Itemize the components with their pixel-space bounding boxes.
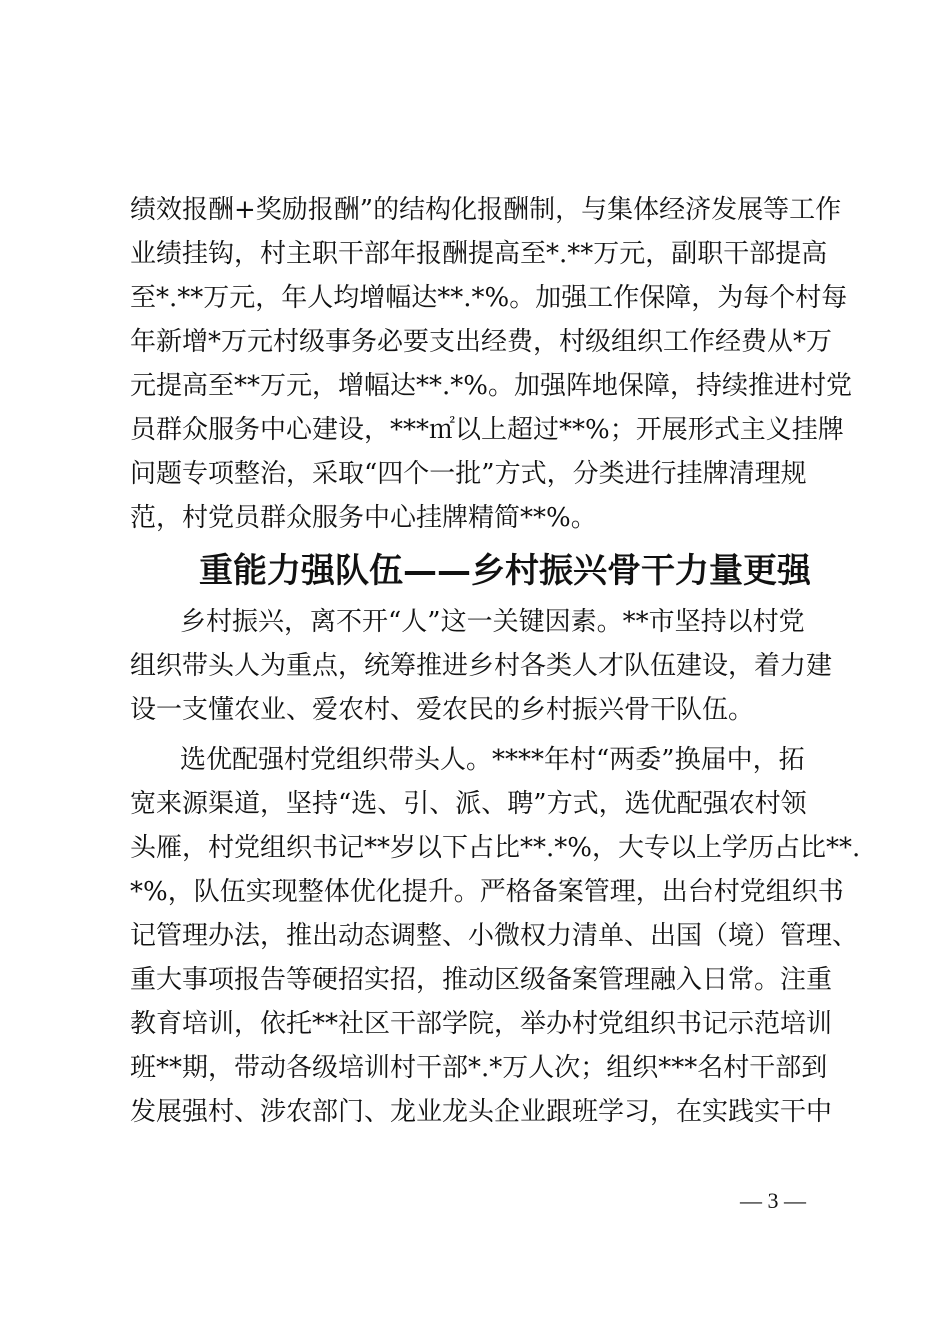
paragraph-1-line-2: 业绩挂钩，村主职干部年报酬提高至*.**万元，副职干部提高 (130, 239, 828, 269)
page-number: — 3 — (740, 1188, 806, 1213)
paragraph-2-line-2: 组织带头人为重点，统筹推进乡村各类人才队伍建设，着力建 (130, 651, 833, 681)
paragraph-3-line-7: 教育培训，依托**社区干部学院，举办村党组织书记示范培训 (130, 1009, 833, 1039)
paragraph-3-line-2: 宽来源渠道，坚持“选、引、派、聘”方式，选优配强农村领 (130, 789, 807, 819)
paragraph-3-line-9: 发展强村、涉农部门、龙业龙头企业跟班学习，在实践实干中 (130, 1097, 833, 1127)
paragraph-3-line-5: 记管理办法，推出动态调整、小微权力清单、出国（境）管理、 (130, 921, 859, 951)
paragraph-3-line-4: *%，队伍实现整体优化提升。严格备案管理，出台村党组织书 (130, 877, 844, 907)
paragraph-3-line-3: 头雁，村党组织书记**岁以下占比**.*%，大专以上学历占比**. (130, 833, 861, 863)
paragraph-1-line-1: 绩效报酬+奖励报酬”的结构化报酬制，与集体经济发展等工作 (130, 195, 842, 225)
paragraph-3-line-1: 选优配强村党组织带头人。****年村“两委”换届中，拓 (180, 745, 805, 775)
paragraph-2-line-1: 乡村振兴，离不开“人”这一关键因素。**市坚持以村党 (180, 607, 805, 637)
paragraph-1-line-6: 员群众服务中心建设，***㎡以上超过**%；开展形式主义挂牌 (130, 415, 844, 445)
paragraph-1-line-7: 问题专项整治，采取“四个一批”方式，分类进行挂牌清理规 (130, 459, 807, 489)
section-heading: 重能力强队伍——乡村振兴骨干力量更强 (199, 551, 811, 591)
paragraph-1-line-4: 年新增*万元村级事务必要支出经费，村级组织工作经费从*万 (130, 327, 833, 357)
paragraph-3-line-8: 班**期，带动各级培训村干部*.*万人次；组织***名村干部到 (130, 1053, 828, 1083)
paragraph-3-line-6: 重大事项报告等硬招实招，推动区级备案管理融入日常。注重 (130, 965, 833, 995)
paragraph-1-line-3: 至*.**万元，年人均增幅达**.*%。加强工作保障，为每个村每 (130, 283, 848, 313)
paragraph-2-line-3: 设一支懂农业、爱农村、爱农民的乡村振兴骨干队伍。 (130, 695, 755, 725)
paragraph-1-line-8: 范，村党员群众服务中心挂牌精简**%。 (130, 503, 597, 533)
paragraph-1-line-5: 元提高至**万元，增幅达**.*%。加强阵地保障，持续推进村党 (130, 371, 852, 401)
